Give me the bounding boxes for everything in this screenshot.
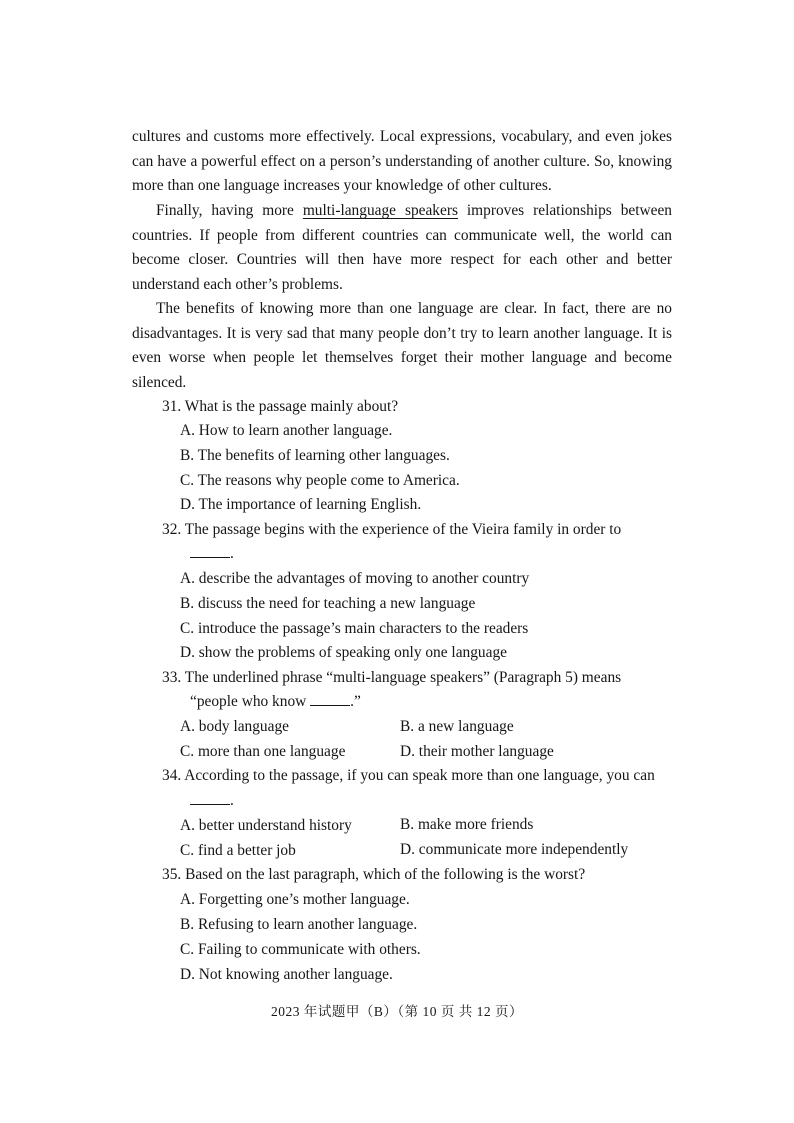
question-31-stem: 31. What is the passage mainly about? — [162, 398, 399, 415]
answer-blank — [190, 790, 230, 805]
question-35-option-c: C. Failing to communicate with others. — [180, 941, 421, 958]
question-33-option-c: C. more than one language — [180, 743, 346, 760]
question-34-stem-end: . — [230, 792, 234, 809]
question-34-option-c: C. find a better job — [180, 842, 296, 859]
question-35-stem: 35. Based on the last paragraph, which of the following is the worst? — [162, 866, 586, 883]
question-34-stem: 34. According to the passage, if you can speak more than one language, you can — [162, 767, 655, 784]
question-32-option-b: B. discuss the need for teaching a new language — [180, 595, 476, 612]
question-32-stem-end: . — [230, 545, 234, 562]
question-33-stem: 33. The underlined phrase “multi-language speakers” (Paragraph 5) means — [162, 669, 622, 686]
question-33-stem-2-end: .” — [350, 693, 361, 710]
question-32-stem: 32. The passage begins with the experience of the Vieira family in order to — [162, 521, 622, 538]
question-34-option-b: B. make more friends — [400, 816, 534, 833]
question-34-blank-line — [190, 789, 234, 813]
question-31-option-c: C. The reasons why people come to America. — [180, 472, 460, 489]
question-31-option-b: B. The benefits of learning other languages. — [180, 447, 450, 464]
underlined-phrase: multi-language speakers — [302, 202, 458, 219]
answer-blank — [310, 691, 350, 706]
question-32-option-c: C. introduce the passage’s main characters to the readers — [180, 620, 529, 637]
question-35-option-a: A. Forgetting one’s mother language. — [180, 891, 410, 908]
page-footer: 2023 年试题甲（B）（第 10 页 共 12 页） — [270, 1004, 523, 1019]
question-35-option-b: B. Refusing to learn another language. — [180, 916, 418, 933]
question-33-option-d: D. their mother language — [400, 743, 554, 760]
question-35-option-d: D. Not knowing another language. — [180, 966, 393, 983]
question-34-option-d: D. communicate more independently — [400, 841, 629, 858]
answer-blank — [190, 543, 230, 558]
question-32-blank-line — [190, 542, 234, 566]
question-32-option-d: D. show the problems of speaking only one language — [180, 644, 507, 661]
question-32-option-a: A. describe the advantages of moving to another country — [180, 570, 530, 587]
question-33-option-b: B. a new language — [400, 718, 514, 735]
paragraph-5-start: Finally, having more — [156, 202, 303, 219]
passage-paragraph-4: cultures and customs more effectively. Local expressions, vocabulary, and even jokes can have a powerful effect on a person’s understanding of another culture. So, knowing more than one language increases your knowledge of other cultures. — [132, 128, 672, 194]
paragraph-5-rest: improves relationships between countries. If people from different countries can communicate well, the world can become closer. Countries will then have more respect for each other and better understand each other’s problems. — [132, 202, 672, 293]
question-31-option-a: A. How to learn another language. — [180, 422, 393, 439]
question-31-option-d: D. The importance of learning English. — [180, 496, 422, 513]
question-33-stem-line-2 — [190, 690, 361, 714]
question-33-stem-2-start: “people who know — [190, 693, 311, 710]
question-34-option-a: A. better understand history — [180, 817, 352, 834]
passage-paragraph-6: The benefits of knowing more than one language are clear. In fact, there are no disadvantages. It is very sad that many people don’t try to learn another language. It is even worse when people let themselves forget their mother language and become silenced. — [132, 300, 672, 391]
passage-paragraph-5 — [132, 199, 672, 297]
question-33-option-a: A. body language — [180, 718, 289, 735]
